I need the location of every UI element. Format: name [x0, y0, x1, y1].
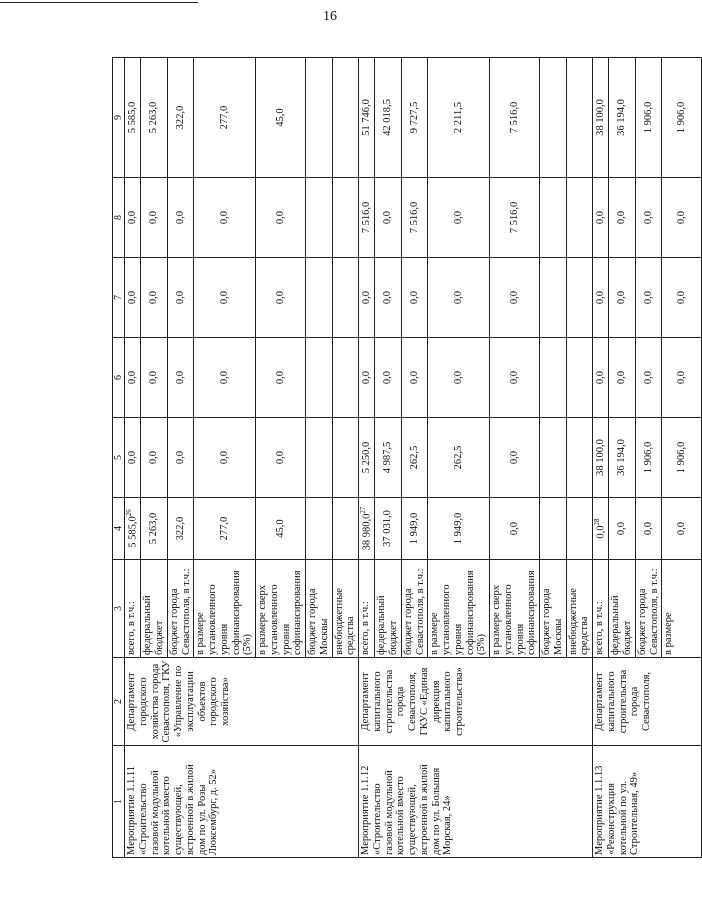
value-cell-col4 — [194, 498, 256, 560]
value-cell-col9: 277,0 — [194, 58, 256, 178]
value-cell-col9: 9 727,5 — [401, 58, 428, 178]
value-cell-col8: 0,0 — [593, 178, 609, 258]
footnote-marker: 27 — [359, 506, 368, 514]
value-cell-col4 — [306, 498, 333, 560]
funding-source-cell: всего, в т.ч.: — [593, 560, 609, 658]
value-text: 38 980,0 — [361, 513, 373, 551]
value-cell-col6: 0,0 — [359, 338, 375, 418]
value-text: 277,0 — [218, 516, 230, 541]
value-cell-col5: 0,0 — [125, 418, 141, 498]
measure-cell: Мероприятие 1.1.13 «Реконструкция котельной по ул. Строительная, 49» — [593, 746, 702, 858]
value-cell-col6: 0,0 — [609, 338, 636, 418]
value-cell-col4 — [141, 498, 168, 560]
column-number-9: 9 — [113, 58, 125, 178]
value-cell-col9 — [306, 58, 333, 178]
column-number-6: 6 — [113, 338, 125, 418]
value-cell-col9: 1 906,0 — [662, 58, 702, 178]
value-cell-col8 — [332, 178, 359, 258]
value-cell-col6: 0,0 — [662, 338, 702, 418]
value-cell-col9: 45,0 — [256, 58, 306, 178]
funding-source-cell: бюджет города Севастополя, в т.ч.: — [401, 560, 428, 658]
value-cell-col5: 0,0 — [141, 418, 168, 498]
value-text: 1 949,0 — [452, 512, 464, 545]
value-cell-col8: 7 516,0 — [401, 178, 428, 258]
measure-cell: Мероприятие 1.1.12 «Строительство газовой модульной котельной вместо существующей, встроенной в жилой дом по ул. Большая Морская, 24» — [359, 746, 593, 858]
value-cell-col6: 0,0 — [635, 338, 662, 418]
value-cell-col9 — [332, 58, 359, 178]
value-cell-col5: 0,0 — [490, 418, 540, 498]
page-number: 16 — [323, 9, 337, 24]
value-cell-col5: 4 987,5 — [375, 418, 402, 498]
value-cell-col9: 42 018,5 — [375, 58, 402, 178]
value-cell-col8: 7 516,0 — [490, 178, 540, 258]
value-cell-col4 — [428, 498, 490, 560]
value-cell-col6: 0,0 — [593, 338, 609, 418]
value-cell-col4 — [359, 498, 375, 560]
value-cell-col4 — [609, 498, 636, 560]
value-cell-col7: 0,0 — [359, 258, 375, 338]
funding-source-cell: федеральный бюджет — [609, 560, 636, 658]
value-cell-col5: 1 906,0 — [635, 418, 662, 498]
value-text: 5 585,0 — [127, 516, 139, 548]
funding-source-cell: в размере сверх установленного уровня софинансирования — [490, 560, 540, 658]
value-cell-col4 — [256, 498, 306, 560]
value-cell-col8: 0,0 — [125, 178, 141, 258]
value-cell-col8: 0,0 — [428, 178, 490, 258]
value-cell-col5: 262,5 — [401, 418, 428, 498]
column-number-7: 7 — [113, 258, 125, 338]
value-cell-col6 — [306, 338, 333, 418]
value-text: 1 949,0 — [408, 512, 420, 545]
budget-table-rotated — [112, 58, 688, 858]
value-cell-col5 — [540, 418, 567, 498]
value-cell-col9: 5 263,0 — [141, 58, 168, 178]
value-cell-col7: 0,0 — [401, 258, 428, 338]
value-text: 0,0 — [595, 525, 607, 539]
value-text: 322,0 — [174, 516, 186, 541]
table-row — [593, 58, 609, 858]
value-text: 0,0 — [508, 521, 520, 536]
value-cell-col5: 0,0 — [167, 418, 194, 498]
executor-cell: Департамент городского хозяйства города Севастополя, ГКУ «Управление по эксплуатации объектов городского хозяйства» — [125, 658, 359, 746]
value-cell-col8 — [306, 178, 333, 258]
value-cell-col5 — [306, 418, 333, 498]
column-number-2: 2 — [113, 658, 125, 746]
value-cell-col9: 1 906,0 — [635, 58, 662, 178]
value-cell-col4 — [490, 498, 540, 560]
value-cell-col4 — [375, 498, 402, 560]
value-cell-col9: 2 211,5 — [428, 58, 490, 178]
value-cell-col6 — [540, 338, 567, 418]
value-text: 0,0 — [676, 521, 688, 536]
value-cell-col6: 0,0 — [490, 338, 540, 418]
value-cell-col8: 0,0 — [141, 178, 168, 258]
column-number-8: 8 — [113, 178, 125, 258]
top-rule — [0, 2, 198, 3]
value-cell-col6: 0,0 — [141, 338, 168, 418]
funding-source-cell: бюджет города Севастополя, в т.ч.: — [167, 560, 194, 658]
funding-source-cell: в размере установленного уровня софинансирования (5%) — [428, 560, 490, 658]
value-cell-col7: 0,0 — [490, 258, 540, 338]
value-cell-col5: 36 194,0 — [609, 418, 636, 498]
funding-source-cell: в размере установленного уровня софинансирования (5%) — [194, 560, 256, 658]
funding-source-cell: федеральный бюджет — [141, 560, 168, 658]
value-cell-col6 — [332, 338, 359, 418]
value-cell-col5: 0,0 — [256, 418, 306, 498]
value-cell-col7: 0,0 — [256, 258, 306, 338]
value-cell-col6: 0,0 — [256, 338, 306, 418]
value-cell-col5: 38 100,0 — [593, 418, 609, 498]
funding-source-cell: внебюджетные средства — [332, 560, 359, 658]
table-row — [125, 58, 141, 858]
value-cell-col9 — [566, 58, 593, 178]
value-cell-col7 — [306, 258, 333, 338]
value-cell-col8 — [566, 178, 593, 258]
footnote-marker: 28 — [593, 518, 602, 526]
value-cell-col6 — [566, 338, 593, 418]
column-number-5: 5 — [113, 418, 125, 498]
funding-source-cell: всего, в т.ч.: — [125, 560, 141, 658]
funding-source-cell: внебюджетные средства — [566, 560, 593, 658]
value-cell-col4 — [125, 498, 141, 560]
value-cell-col7: 0,0 — [375, 258, 402, 338]
value-cell-col8: 0,0 — [609, 178, 636, 258]
footnote-marker: 26 — [125, 509, 134, 517]
funding-source-cell: бюджет города Севастополя, в т.ч.: — [635, 560, 662, 658]
value-cell-col6: 0,0 — [401, 338, 428, 418]
value-cell-col8: 0,0 — [256, 178, 306, 258]
value-cell-col4 — [540, 498, 567, 560]
value-cell-col4 — [566, 498, 593, 560]
value-cell-col9: 38 100,0 — [593, 58, 609, 178]
value-cell-col5 — [566, 418, 593, 498]
value-cell-col7: 0,0 — [428, 258, 490, 338]
value-text: 0,0 — [616, 521, 628, 536]
value-cell-col8: 0,0 — [167, 178, 194, 258]
table-header-row — [113, 58, 125, 858]
funding-source-cell: бюджет города Москвы — [540, 560, 567, 658]
funding-source-cell: всего, в т.ч.: — [359, 560, 375, 658]
value-cell-col8 — [540, 178, 567, 258]
value-cell-col5: 262,5 — [428, 418, 490, 498]
value-text: 37 031,0 — [382, 510, 394, 547]
value-text: 45,0 — [274, 519, 286, 538]
value-cell-col7 — [332, 258, 359, 338]
value-cell-col4 — [635, 498, 662, 560]
value-cell-col5: 5 250,0 — [359, 418, 375, 498]
budget-table — [112, 57, 702, 858]
value-cell-col5 — [332, 418, 359, 498]
value-cell-col5: 0,0 — [194, 418, 256, 498]
value-cell-col4 — [401, 498, 428, 560]
funding-source-cell: в размере — [662, 560, 702, 658]
value-cell-col6: 0,0 — [167, 338, 194, 418]
value-text: 5 263,0 — [148, 512, 160, 545]
value-cell-col9: 36 194,0 — [609, 58, 636, 178]
funding-source-cell: в размере сверх установленного уровня софинансирования — [256, 560, 306, 658]
value-cell-col7: 0,0 — [593, 258, 609, 338]
column-number-3: 3 — [113, 560, 125, 658]
value-cell-col7: 0,0 — [141, 258, 168, 338]
value-cell-col7: 0,0 — [125, 258, 141, 338]
column-number-1: 1 — [113, 746, 125, 858]
value-cell-col8: 0,0 — [375, 178, 402, 258]
value-cell-col9: 322,0 — [167, 58, 194, 178]
value-cell-col8: 0,0 — [662, 178, 702, 258]
value-text: 0,0 — [642, 521, 654, 536]
value-cell-col6: 0,0 — [428, 338, 490, 418]
funding-source-cell: бюджет города Москвы — [306, 560, 333, 658]
executor-cell: Департамент капитального строительства города Севастополя, — [593, 658, 702, 746]
value-cell-col7 — [566, 258, 593, 338]
value-cell-col7: 0,0 — [194, 258, 256, 338]
value-cell-col7: 0,0 — [635, 258, 662, 338]
value-cell-col4 — [167, 498, 194, 560]
value-cell-col6: 0,0 — [375, 338, 402, 418]
value-cell-col6: 0,0 — [194, 338, 256, 418]
funding-source-cell: федеральный бюджет — [375, 560, 402, 658]
value-cell-col5: 1 906,0 — [662, 418, 702, 498]
value-cell-col7 — [540, 258, 567, 338]
value-cell-col4 — [662, 498, 702, 560]
executor-cell: Департамент капитального строительства города Севастополя, ГКУС «Единая дирекция капитального строительства» — [359, 658, 593, 746]
value-cell-col4 — [332, 498, 359, 560]
value-cell-col7: 0,0 — [167, 258, 194, 338]
value-cell-col6: 0,0 — [125, 338, 141, 418]
value-cell-col7: 0,0 — [662, 258, 702, 338]
value-cell-col4 — [593, 498, 609, 560]
value-cell-col9 — [540, 58, 567, 178]
value-cell-col8: 0,0 — [635, 178, 662, 258]
value-cell-col9: 5 585,0 — [125, 58, 141, 178]
value-cell-col9: 51 746,0 — [359, 58, 375, 178]
table-row — [359, 58, 375, 858]
value-cell-col8: 7 516,0 — [359, 178, 375, 258]
value-cell-col7: 0,0 — [609, 258, 636, 338]
value-cell-col9: 7 516,0 — [490, 58, 540, 178]
measure-cell: Мероприятие 1.1.11 «Строительство газовой модульной котельной вместо существующей, встроенной в жилой дом по ул. Розы Люксембург, д. 52» — [125, 746, 359, 858]
column-number-4: 4 — [113, 498, 125, 560]
value-cell-col8: 0,0 — [194, 178, 256, 258]
